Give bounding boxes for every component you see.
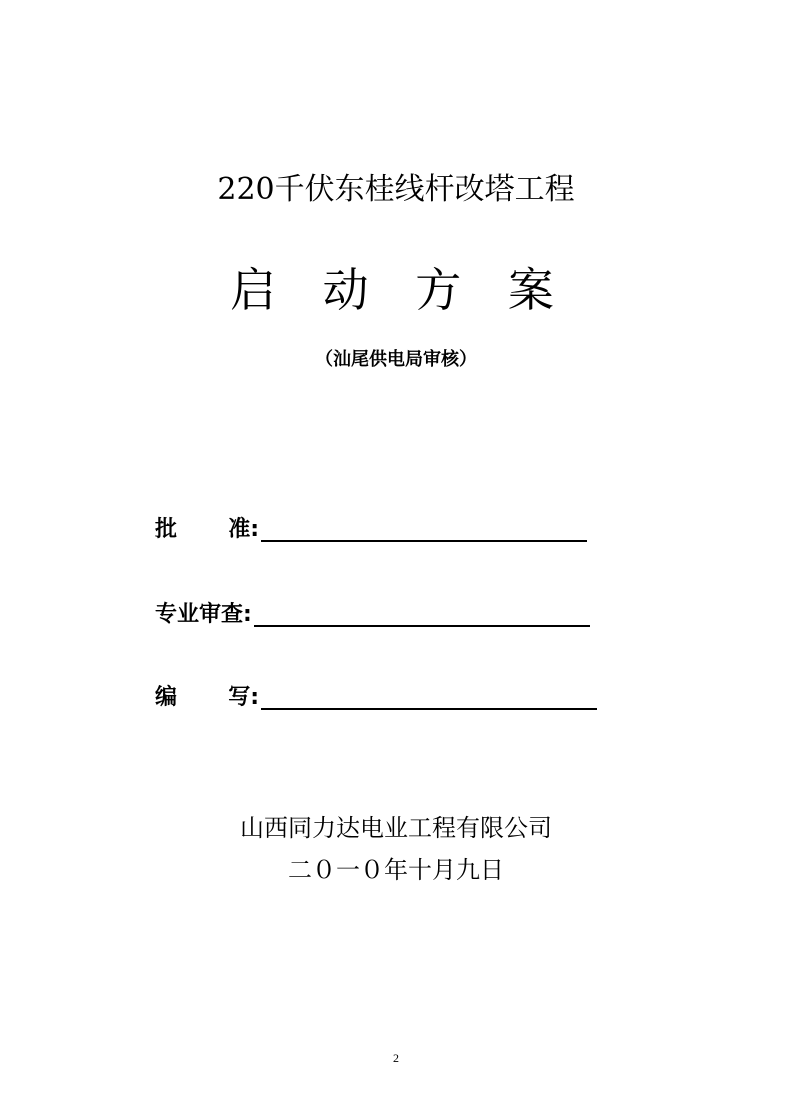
page-number: 2 (393, 1051, 399, 1065)
compiled-by-label-part-2: 写: (228, 685, 259, 710)
compiled-by-signature-line (261, 708, 597, 710)
professional-review-row (155, 590, 590, 630)
review-note: （汕尾供电局审核） (315, 349, 477, 370)
document-title: 启 动 方 案 (230, 263, 570, 317)
approval-label (155, 515, 259, 545)
company-name: 山西同力达电业工程有限公司 (240, 814, 552, 842)
professional-review-label: 专业审查: (155, 602, 252, 627)
approval-label-part-1: 批 (155, 517, 178, 542)
project-title: 220千伏东桂线杆改塔工程 (217, 172, 575, 207)
document-date: 二０一０年十月九日 (288, 856, 504, 884)
compiled-by-label-part-1: 编 (155, 685, 178, 710)
professional-review-signature-line (254, 625, 590, 627)
compiled-by-row (155, 673, 597, 713)
compiled-by-label (155, 683, 259, 713)
approval-row (155, 505, 587, 545)
approval-label-part-2: 准: (228, 517, 259, 542)
approval-signature-line (261, 540, 587, 542)
